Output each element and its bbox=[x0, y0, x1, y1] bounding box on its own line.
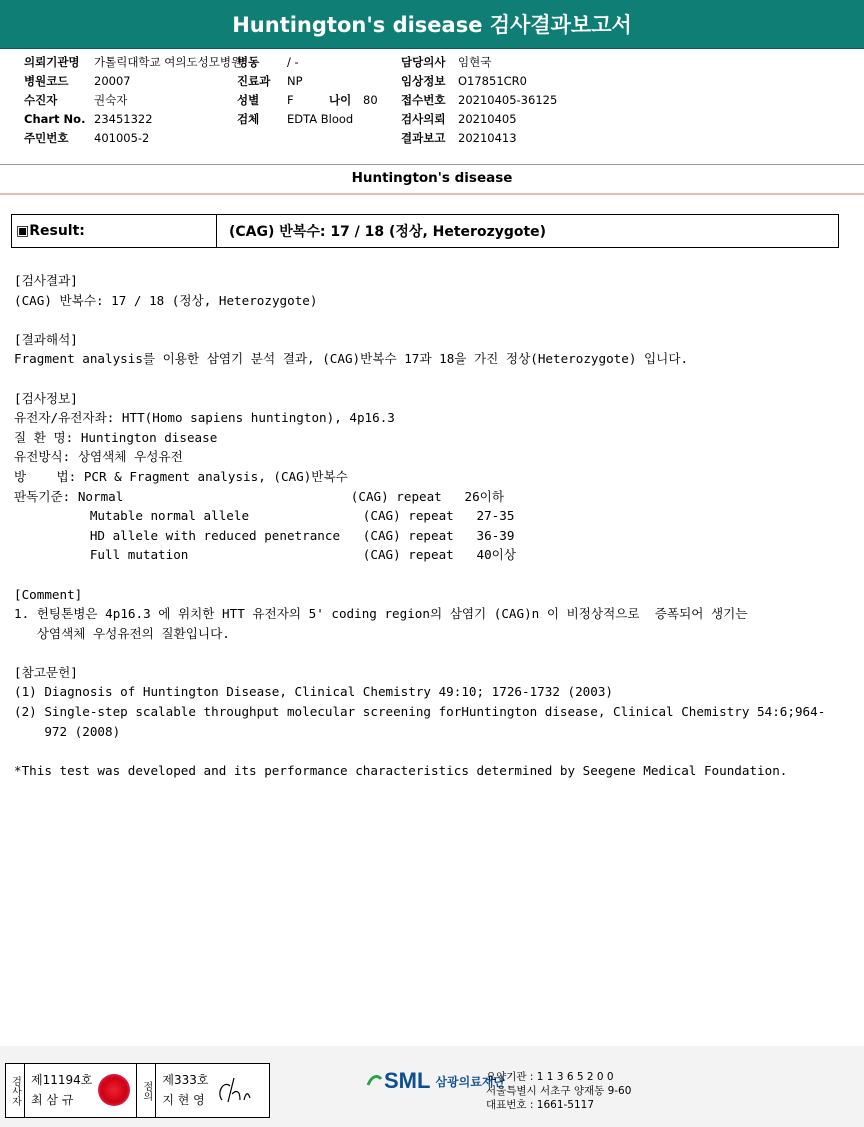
reviewer-label: 점의 bbox=[136, 1064, 156, 1117]
patient-name: 권숙자 bbox=[94, 93, 128, 107]
result-value: (CAG) 반복수: 17 / 18 (정상, Heterozygote) bbox=[229, 224, 547, 240]
specimen: EDTA Blood bbox=[287, 112, 354, 126]
body-line: HD allele with reduced penetrance (CAG) repeat 36-39 bbox=[14, 527, 515, 543]
age-label: 나이 bbox=[329, 93, 352, 107]
sex-label: 성별 bbox=[237, 93, 260, 107]
body-line: 유전방식: 상염색체 우성유전 bbox=[14, 449, 183, 465]
handwritten-signature-icon bbox=[214, 1072, 254, 1112]
organization-info bbox=[486, 1070, 631, 1112]
body-line bbox=[14, 741, 825, 761]
report-body bbox=[14, 271, 825, 780]
body-line: [결과해석] bbox=[14, 331, 78, 347]
ward-label: 병동 bbox=[237, 55, 260, 69]
divider-section bbox=[0, 193, 864, 195]
org-info-line-3: 대표번호 : 1661-5117 bbox=[486, 1099, 595, 1111]
organization-logo bbox=[366, 1068, 505, 1094]
hospital-code: 20007 bbox=[94, 74, 131, 88]
report-date: 20210413 bbox=[458, 131, 517, 145]
body-line bbox=[14, 643, 825, 663]
section-title: Huntington's disease bbox=[351, 170, 513, 186]
reviewer-cell bbox=[156, 1064, 214, 1117]
body-line: [검사정보] bbox=[14, 390, 78, 406]
body-line bbox=[14, 310, 825, 330]
body-line: *This test was developed and its performance characteristics determined by Seegene Medical Foundation. bbox=[14, 762, 788, 778]
body-line: 1. 헌팅톤병은 4p16.3 에 위치한 HTT 유전자의 5' coding region의 삼염기 (CAG)n 이 비정상적으로 증폭되어 생기는 bbox=[14, 606, 748, 622]
hospital-code-label: 병원코드 bbox=[24, 74, 69, 88]
org-info-line-1: 요양기관 : 1 1 3 6 5 2 0 0 bbox=[486, 1071, 614, 1083]
body-line: 판독기준: Normal (CAG) repeat 26이하 bbox=[14, 488, 505, 504]
body-line: Full mutation (CAG) repeat 40이상 bbox=[14, 547, 517, 563]
examiner-name: 최 삼 규 bbox=[31, 1093, 74, 1107]
body-line: Mutable normal allele (CAG) repeat 27-35 bbox=[14, 508, 515, 524]
seal-stamp-icon bbox=[98, 1074, 130, 1106]
institution: 가톨릭대학교 여의도성모병원 bbox=[94, 55, 243, 69]
doctor-label: 담당의사 bbox=[401, 55, 446, 69]
body-line: 상염색체 우성유전의 질환입니다. bbox=[14, 625, 230, 641]
resident-number: 401005-2 bbox=[94, 131, 150, 145]
receipt-number: 20210405-36125 bbox=[458, 93, 558, 107]
reviewer-name: 지 현 영 bbox=[162, 1093, 205, 1107]
body-line: Fragment analysis를 이용한 삼염기 분석 결과, (CAG)반복수 17과 18을 가진 정상(Heterozygote) 입니다. bbox=[14, 351, 689, 367]
body-line: 유전자/유전자좌: HTT(Homo sapiens huntington), 4p16.3 bbox=[14, 410, 395, 426]
meta-col-2 bbox=[237, 53, 378, 129]
meta-col-1 bbox=[24, 53, 242, 148]
request-label: 검사의뢰 bbox=[401, 112, 446, 126]
specimen-label: 검체 bbox=[237, 112, 260, 126]
examiner-label: 검사자 bbox=[6, 1064, 25, 1117]
age: 80 bbox=[363, 93, 378, 107]
body-line: 질 환 명: Huntington disease bbox=[14, 429, 218, 445]
body-line bbox=[14, 369, 825, 389]
body-line bbox=[14, 565, 825, 585]
request-date: 20210405 bbox=[458, 112, 517, 126]
sml-swoosh-icon bbox=[366, 1073, 382, 1089]
result-label: ▣Result: bbox=[12, 215, 217, 247]
patient-label: 수진자 bbox=[24, 93, 58, 107]
report-label: 결과보고 bbox=[401, 131, 446, 145]
receipt-label: 접수번호 bbox=[401, 93, 446, 107]
examiner-license: 제11194호 bbox=[31, 1073, 93, 1087]
sml-logo-text: SML bbox=[384, 1068, 431, 1093]
result-box bbox=[11, 214, 839, 248]
body-line: 방 법: PCR & Fragment analysis, (CAG)반복수 bbox=[14, 468, 348, 484]
body-line: (2) Single-step scalable throughput molecular screening forHuntington disease, Clinical Chemistry 54:6;964- bbox=[14, 704, 826, 720]
clinical-info-label: 임상정보 bbox=[401, 74, 446, 88]
clinical-info: O17851CR0 bbox=[458, 74, 527, 88]
dept-label: 진료과 bbox=[237, 74, 271, 88]
report-title: Huntington's disease 검사결과보고서 bbox=[0, 0, 864, 49]
body-line: (1) Diagnosis of Huntington Disease, Clinical Chemistry 49:10; 1726-1732 (2003) bbox=[14, 684, 613, 700]
org-info-line-2: 서울특별시 서초구 양재동 9-60 bbox=[486, 1085, 632, 1097]
body-line: (CAG) 반복수: 17 / 18 (정상, Heterozygote) bbox=[14, 292, 318, 308]
body-line: [검사결과] bbox=[14, 273, 78, 288]
body-line: [Comment] bbox=[14, 586, 83, 602]
body-line: 972 (2008) bbox=[14, 723, 121, 739]
signature-box bbox=[5, 1063, 270, 1118]
sex: F bbox=[287, 93, 294, 107]
chart-number: 23451322 bbox=[94, 112, 153, 126]
department: NP bbox=[287, 74, 303, 88]
ward: / - bbox=[287, 55, 299, 69]
body-line: [참고문헌] bbox=[14, 664, 78, 680]
examiner-cell bbox=[25, 1064, 98, 1117]
reviewer-license: 제333호 bbox=[162, 1073, 209, 1087]
resident-label: 주민번호 bbox=[24, 131, 69, 145]
divider-top bbox=[0, 164, 864, 165]
meta-col-3 bbox=[401, 53, 557, 148]
chart-label: Chart No. bbox=[24, 112, 86, 126]
doctor: 임현국 bbox=[458, 55, 492, 69]
organization-name: 삼광의료재단 bbox=[435, 1074, 506, 1089]
institution-label: 의뢰기관명 bbox=[24, 55, 80, 69]
